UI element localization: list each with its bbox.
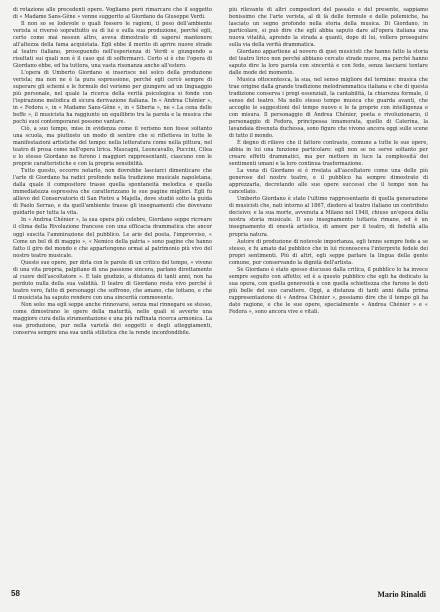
- left-column-paragraph: Ciò, a suo tempo, mise in evidenza come il verismo non fosse soltanto una scuola, ma piuttosto un modo di sentire che si rifletteva in tutte le manifestazioni artistiche del tempo: nella letteratura come nella pittura, nel teatro di prosa come nell'opera lirica. Mascagni, Leoncavallo, Puccini, Cilea e lo stesso Giordano ne furono i maggiori rappresentanti, ciascuno con le proprie caratteristiche e con la propria sensibilità.: [13, 126, 212, 168]
- right-column-paragraph: più rilevante di altri compositori del passato e del presente, sappiamo benissimo che l'arte verista, al di là delle formule e delle polemiche, ha lasciato un segno profondo nella storia della musica. Di Giordano, in particolare, si può dire che egli abbia saputo dare all'opera italiana una nuova vitalità, aprendo la strada a quanti, dopo di lui, vollero proseguire sulla via della verità drammatica.: [229, 7, 428, 49]
- right-column-paragraph: Giordano appartiene al novero di quei musicisti che hanno fatto la storia del teatro lirico non perché abbiano cercato strade nuove, ma perché hanno saputo dire la loro parola con sincerità e con fede, senza lasciarsi tentare dalle mode del momento.: [229, 49, 428, 77]
- right-column-paragraph: Se Giordano è stato spesso discusso dalla critica, il pubblico lo ha invece sempre seguito con affetto; ed è a questo pubblico che egli ha dedicato la sua opera, con quella generosità e con quella schiettezza che furono le doti più belle del suo carattere. Oggi, a distanza di tanti anni dalla prima rappresentazione di « Andrea Chénier », possiamo dire che il tempo gli ha dato ragione, e che le sue opere, specialmente « Andrea Chénier » e « Fedora », sono ancora vive e vitali.: [229, 266, 428, 315]
- left-column-paragraph: Queste sue opere, per dirla con le parole di un critico del tempo, « vivono di una vita propria, palpitano di una passione sincera, parlano direttamente al cuore dell'ascoltatore ». E tale giudizio, a distanza di tanti anni, non ha perduto nulla della sua validità. Il teatro di Giordano resta vivo perché è teatro vero, fatto di personaggi che soffrono, che amano, che lottano, e che il musicista ha saputo rendere con una sincerità commovente.: [13, 259, 212, 301]
- left-column-paragraph: Non solo: ma egli seppe anche rinnovarsi, senza mai rinnegare se stesso, come dimostrano le opere della maturità, nelle quali si avverte una maggiore cura della strumentazione e una più raffinata ricerca armonica. La sua produzione, pur nella varietà dei soggetti e degli atteggiamenti, conserva sempre una sua unità stilistica che la rende inconfondibile.: [13, 301, 212, 336]
- page-number: 58: [11, 589, 20, 598]
- right-text-column: [229, 7, 428, 592]
- right-column-paragraph: La vena di Giordano si è rivelata all'ascoltatore come una delle più generose del nostro teatro, e il pubblico ha sempre dimostrato di apprezzarla, decretando alle sue opere successi che il tempo non ha cancellato.: [229, 168, 428, 196]
- left-column-paragraph: L'opera di Umberto Giordano si inserisce nel solco della produzione verista; ma non ne è la pura espressione, perché egli cercò sempre di superare gli schemi e le formule del verismo per giungere ad un linguaggio più personale, nel quale la ricerca della verità psicologica si fonde con l'ispirazione melodica di sicura derivazione italiana. In « Andrea Chénier », in « Fedora », in « Madame Sans-Gêne », in « Siberia », ne « La cena delle beffe », il musicista ha raggiunto un equilibrio tra la parola e la musica che pochi suoi contemporanei possono vantare.: [13, 70, 212, 126]
- right-column-paragraph: Autore di produzione di notevole importanza, egli tenne sempre fede a se stesso, e fu amato dal pubblico che in lui riconosceva l'interprete fedele dei propri sentimenti. Più di altri, egli seppe parlare la lingua della gente comune, pur conservando la dignità dell'artista.: [229, 238, 428, 266]
- author-signature: Mario Rinaldi: [377, 590, 426, 599]
- right-column-paragraph: Musica ottocentesca, la sua, nel senso migliore del termine: musica che trae origine dalla grande tradizione melodrammatica italiana e che di questa tradizione conserva i pregi essenziali, la cantabilità, la chiarezza formale, il senso del teatro. Ma nello stesso tempo musica che guarda avanti, che accoglie le suggestioni del tempo nuovo e le fa proprie con intelligenza e con misura. Il personaggio di Andrea Chénier, poeta e rivoluzionario, il personaggio di Fedora, principessa innamorata, quello di Caterina, la lavandaia divenuta duchessa, sono figure che vivono ancora oggi sulle scene di tutto il mondo.: [229, 77, 428, 140]
- left-text-column: [13, 7, 212, 592]
- right-column-paragraph: È degno di rilievo che il fattore contrasto, comune a tutte le sue opere, abbia in lui una funzione particolare: egli non se ne serve soltanto per creare effetti drammatici, ma per mettere in luce la complessità dei sentimenti umani e la loro continua trasformazione.: [229, 140, 428, 168]
- right-column-paragraph: Umberto Giordano è stato l'ultimo rappresentante di quella generazione di musicisti che, nati intorno al 1867, diedero al teatro italiano un contributo decisivo; e la sua morte, avvenuta a Milano nel 1948, chiuse un'epoca della nostra storia musicale. Il suo insegnamento tuttavia rimane, ed è un insegnamento di onestà artistica, di amore per il teatro, di fedeltà alla propria natura.: [229, 196, 428, 238]
- left-column-paragraph: In « Andrea Chénier », la sua opera più celebre, Giordano seppe ricreare il clima della Rivoluzione francese con una efficacia drammatica che ancor oggi suscita l'ammirazione del pubblico. Le arie del poeta, l'improvviso, « Come un bel dì di maggio », « Nemico della patria » sono pagine che hanno fatto il giro del mondo e che appartengono ormai al patrimonio più vivo del nostro teatro musicale.: [13, 217, 212, 259]
- left-column-paragraph: di rotazione alle precedenti opere. Vogliamo però rimarcare che il soggetto di « Madame Sans-Gêne » venne suggerito al Giordano da Giuseppe Verdi.: [13, 7, 212, 21]
- left-column-paragraph: Tutto questo, occorre notarlo, non dovrebbe lasciarci dimenticare che l'arte di Giordano ha radici profonde nella tradizione musicale napoletana, dalla quale il compositore trasse quella spontaneità melodica e quella immediatezza espressiva che caratterizzano le sue pagine migliori. Egli fu allievo del Conservatorio di San Pietro a Majella, dove studiò sotto la guida di Paolo Serrao, e da quell'ambiente trasse gli insegnamenti che dovevano guidarlo per tutta la vita.: [13, 168, 212, 217]
- left-column-paragraph: Il non so se lodevole o quali fossero le ragioni, il peso dell'ambiente verista si riversò soprattutto su di lui e sulla sua produzione, perché egli, certo come mai nessun altro, aveva dimostrato di sapersi mantenere all'altezza della fama acquistata. Egli ebbe il merito di aprire nuove strade al teatro italiano, proseguendo nell'esperienza di Verdi e giungendo a risultati sui quali non è il caso qui di soffermarci. Certo si è che l'opera di Giordano ebbe, ed ha tuttora, una vasta risonanza anche all'estero.: [13, 21, 212, 70]
